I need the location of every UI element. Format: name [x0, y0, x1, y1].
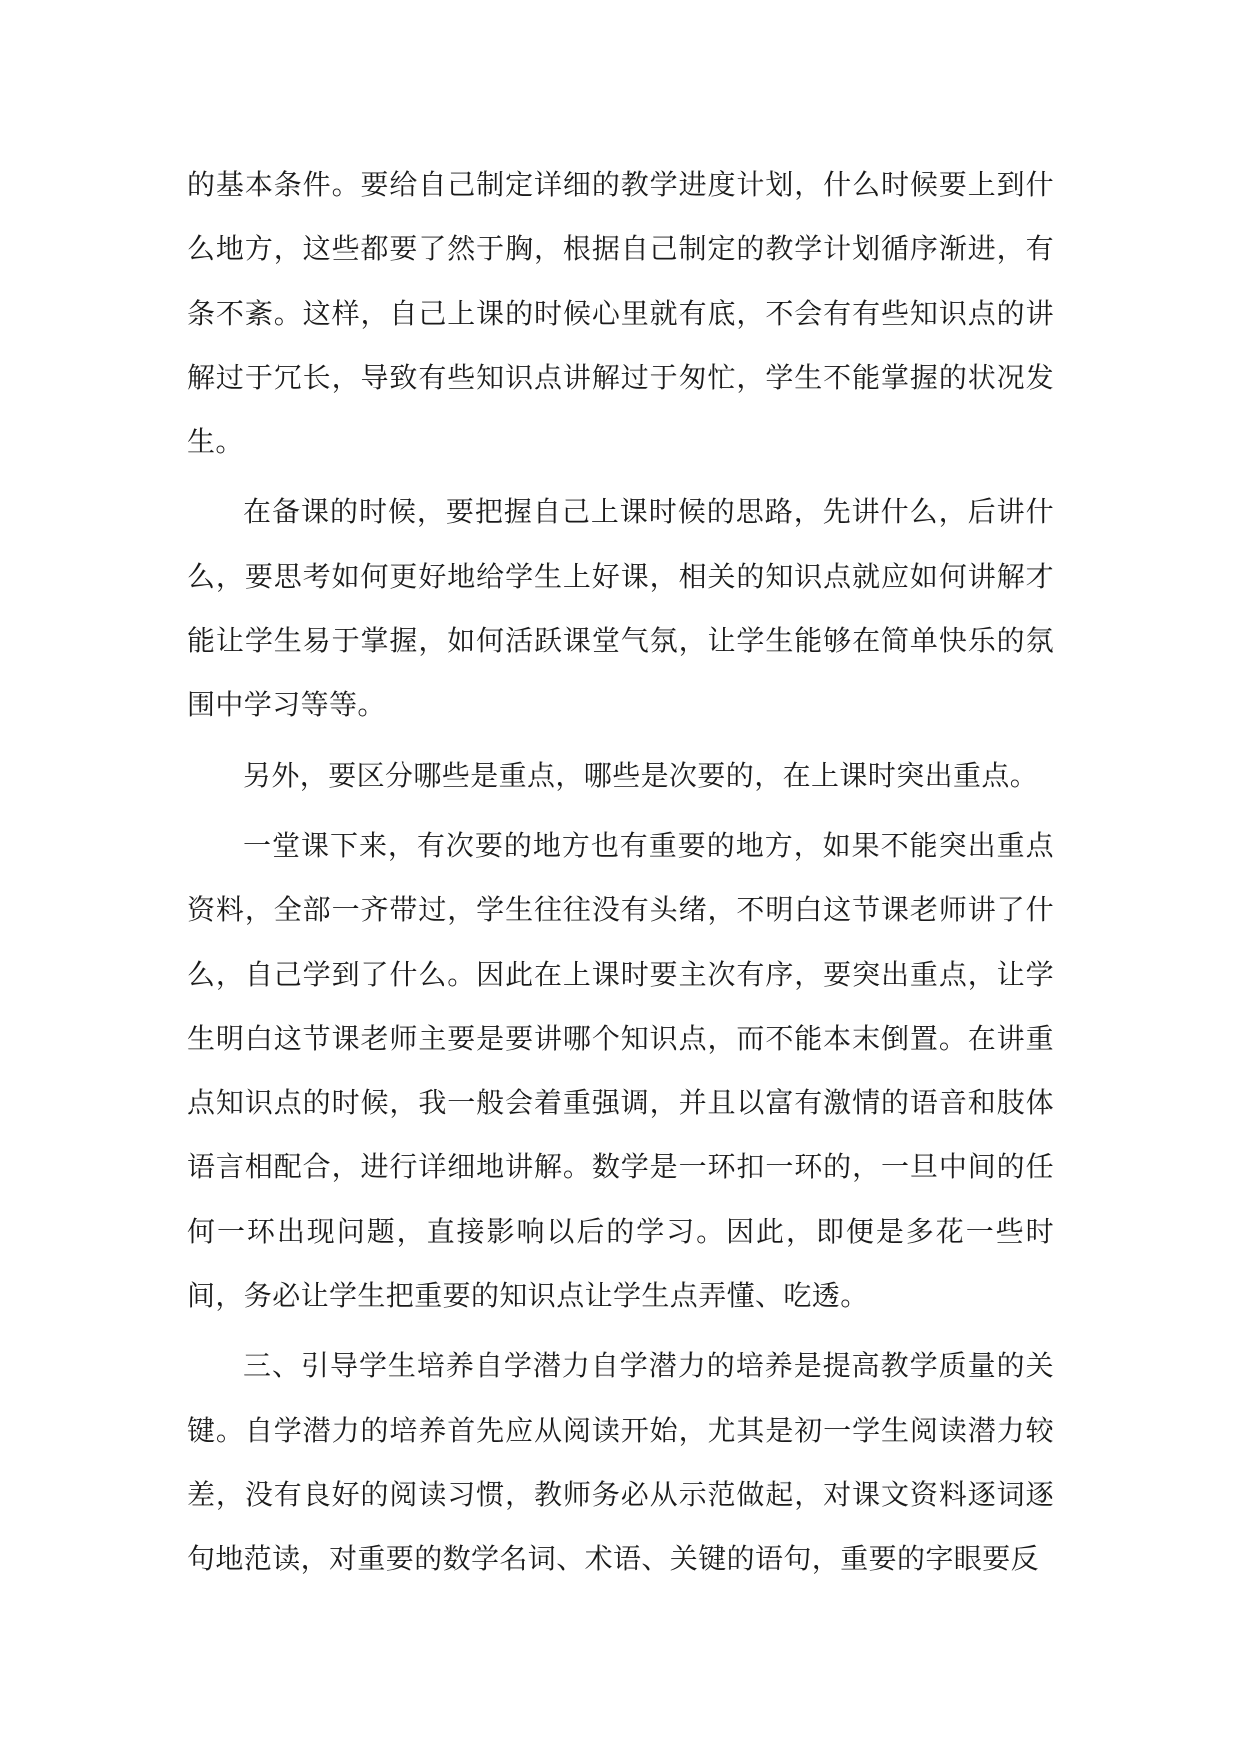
paragraph: 另外，要区分哪些是重点，哪些是次要的，在上课时突出重点。 [243, 758, 1039, 792]
paragraph: 在备课的时候，要把握自己上课时候的思路，先讲什么，后讲什么，要思考如何更好地给学生上好课，相关的知识点就应如何讲解才能让学生易于掌握，如何活跃课堂气氛，让学生能够在简单快乐的氛围中学习等等。 [187, 495, 1054, 722]
paragraph: 的基本条件。要给自己制定详细的教学进度计划，什么时候要上到什么地方，这些都要了然于胸，根据自己制定的教学计划循序渐进，有条不紊。这样，自己上课的时候心里就有底，不会有有些知识点的讲解过于冗长，导致有些知识点讲解过于匆忙，学生不能掌握的状况发生。 [187, 168, 1054, 459]
paragraph: 三、引导学生培养自学潜力自学潜力的培养是提高教学质量的关键。自学潜力的培养首先应从阅读开始，尤其是初一学生阅读潜力较差，没有良好的阅读习惯，教师务必从示范做起，对课文资料逐词逐句地范读，对重要的数学名词、术语、关键的语句，重要的字眼要反 [187, 1349, 1054, 1576]
body-text [187, 153, 1054, 1598]
paragraph: 一堂课下来，有次要的地方也有重要的地方，如果不能突出重点资料，全部一齐带过，学生往往没有头绪，不明白这节课老师讲了什么，自己学到了什么。因此在上课时要主次有序，要突出重点，让学生明白这节课老师主要是要讲哪个知识点，而不能本末倒置。在讲重点知识点的时候，我一般会着重强调，并且以富有激情的语音和肢体语言相配合，进行详细地讲解。数学是一环扣一环的，一旦中间的任何一环出现问题，直接影响以后的学习。因此，即便是多花一些时间，务必让学生把重要的知识点让学生点弄懂、吃透。 [187, 828, 1054, 1313]
